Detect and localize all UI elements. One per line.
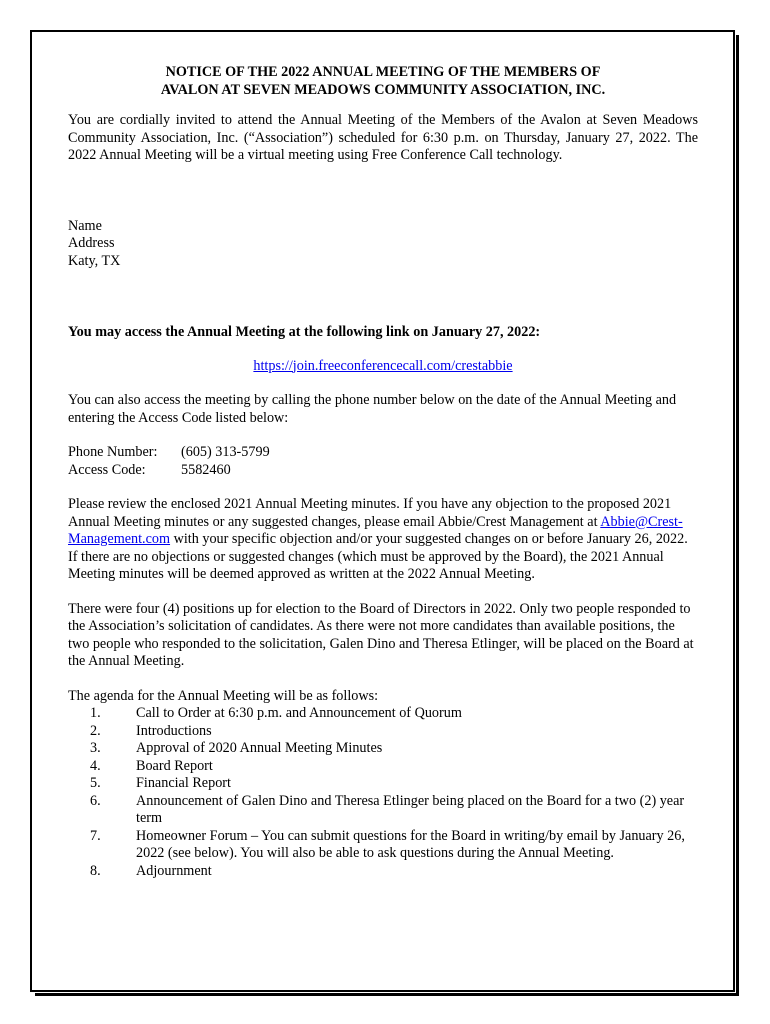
phone-label: Phone Number: bbox=[68, 444, 158, 460]
agenda-item-number: 1. bbox=[90, 705, 101, 721]
agenda-item-text: Homeowner Forum – You can submit questions for the Board in writing/by email by January 26, 2022 (see below). You will also be able to ask questions during the Annual Meeting. bbox=[136, 827, 685, 861]
title-line-1: NOTICE OF THE 2022 ANNUAL MEETING OF THE MEMBERS OF bbox=[165, 64, 601, 80]
election-paragraph: There were four (4) positions up for election to the Board of Directors in 2022. Only two people responded to the Association’s solicitation of candidates. As there were not more candidates than available positions, the two people who responded to the solicitation, Galen Dino and Theresa Etlinger, will be placed on the Board at the Annual Meeting. bbox=[68, 600, 694, 669]
agenda-item bbox=[68, 705, 698, 723]
email-link[interactable]: Abbie@Crest-Management.com bbox=[68, 513, 683, 547]
agenda-item-text: Announcement of Galen Dino and Theresa Etlinger being placed on the Board for a two (2) year term bbox=[136, 792, 685, 826]
notice-document bbox=[68, 64, 698, 880]
agenda-item-number: 3. bbox=[90, 740, 101, 756]
agenda-item bbox=[68, 828, 698, 863]
review-paragraph bbox=[68, 496, 698, 584]
agenda-item bbox=[68, 758, 698, 776]
agenda-intro: The agenda for the Annual Meeting will be as follows: bbox=[68, 687, 379, 704]
agenda-item-number: 8. bbox=[90, 862, 101, 879]
access-code-value: 5582460 bbox=[181, 461, 231, 478]
agenda-item-number: 4. bbox=[90, 757, 101, 774]
agenda-item bbox=[68, 863, 698, 881]
access-code-row bbox=[68, 462, 698, 480]
notice-title bbox=[68, 64, 698, 99]
agenda-list bbox=[68, 705, 698, 880]
title-line-2: AVALON AT SEVEN MEADOWS COMMUNITY ASSOCIATION, INC. bbox=[160, 81, 606, 98]
agenda-item-number: 2. bbox=[90, 722, 101, 739]
agenda-item-text: Call to Order at 6:30 p.m. and Announcement of Quorum bbox=[136, 705, 462, 721]
address-city: Katy, TX bbox=[68, 252, 121, 269]
address-block bbox=[68, 218, 698, 271]
phone-row bbox=[68, 444, 698, 462]
agenda-item-number: 7. bbox=[90, 827, 101, 844]
address-name: Name bbox=[68, 217, 102, 234]
review-text-before: Please review the enclosed 2021 Annual Meeting minutes. If you have any objection to the proposed 2021 Annual Meeting minutes or any suggested changes, please email Abbie/Crest Management at bbox=[68, 496, 672, 530]
agenda-item-text: Introductions bbox=[136, 722, 212, 739]
intro-paragraph: You are cordially invited to attend the Annual Meeting of the Members of the Avalon at Seven Meadows Community Association, Inc. (“Association”) scheduled for 6:30 p.m. on Thursday, January 27, 2022. The 2022 Annual Meeting will be a virtual meeting using Free Conference Call technology. bbox=[68, 112, 698, 163]
agenda-item bbox=[68, 793, 698, 828]
agenda-item-text: Approval of 2020 Annual Meeting Minutes bbox=[136, 740, 383, 756]
agenda-item-text: Financial Report bbox=[136, 775, 231, 791]
address-line: Address bbox=[68, 235, 115, 251]
agenda-item-text: Board Report bbox=[136, 757, 213, 774]
phone-intro: You can also access the meeting by calling the phone number below on the date of the Annual Meeting and entering the Access Code listed below: bbox=[68, 392, 677, 426]
agenda-item bbox=[68, 723, 698, 741]
agenda-item bbox=[68, 740, 698, 758]
meeting-link[interactable]: https://join.freeconferencecall.com/crestabbie bbox=[253, 357, 513, 374]
agenda-item bbox=[68, 775, 698, 793]
access-heading: You may access the Annual Meeting at the following link on January 27, 2022: bbox=[68, 324, 541, 340]
review-text-after: with your specific objection and/or your suggested changes on or before January 26, 2022. If there are no objections or suggested changes (which must be approved by the Board), the 2021 Annual Meeting minutes will be deemed approved as written at the 2022 Annual Meeting. bbox=[68, 531, 688, 582]
access-code-label: Access Code: bbox=[68, 461, 146, 478]
agenda-item-text: Adjournment bbox=[136, 862, 212, 879]
meeting-link-line bbox=[68, 358, 698, 376]
phone-value: (605) 313-5799 bbox=[181, 444, 270, 460]
agenda-item-number: 5. bbox=[90, 775, 101, 791]
phone-details bbox=[68, 444, 698, 479]
agenda-item-number: 6. bbox=[90, 792, 101, 809]
